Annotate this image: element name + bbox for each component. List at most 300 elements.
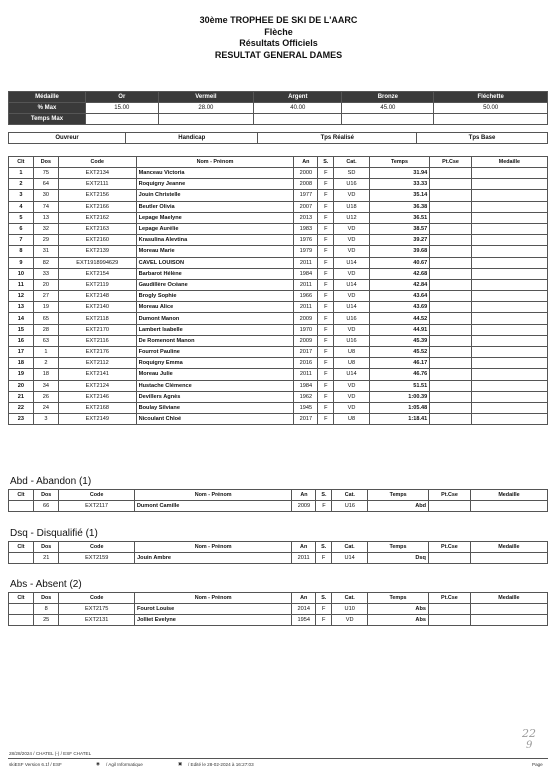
cell-pt [428, 615, 470, 626]
cell-clt: 1 [9, 168, 34, 179]
cell-cat: U16 [334, 313, 369, 324]
cell-s: F [318, 380, 334, 391]
cell-med [471, 402, 547, 413]
cell-dos: 27 [33, 291, 58, 302]
cell-cat: VD [334, 223, 369, 234]
cell-pt [430, 358, 472, 369]
cell-pt [430, 257, 472, 268]
abandon-table [8, 489, 548, 512]
cell-temps: 39.68 [369, 246, 430, 257]
medal-header: Fléchette [434, 92, 548, 103]
cell-an: 1954 [292, 615, 316, 626]
cell-name: Gaudillère Océane [136, 279, 294, 290]
cell-med [471, 313, 547, 324]
cell-pt [428, 553, 470, 564]
cell-temps: 45.52 [369, 347, 430, 358]
cell-temps: 31.94 [369, 168, 430, 179]
cell-pt [430, 380, 472, 391]
cell-s: F [318, 358, 334, 369]
cell-temps: 1:18.41 [369, 414, 430, 425]
cell-name: Roquigny Emma [136, 358, 294, 369]
table-row [9, 235, 548, 246]
cell-temps: 1:05.48 [369, 402, 430, 413]
cell-an: 1983 [294, 223, 318, 234]
footer-version: skiESF Version 6.1f / ESF [9, 762, 62, 767]
cell-pt [430, 335, 472, 346]
cell-s: F [316, 604, 332, 615]
cell-temps: 36.38 [369, 201, 430, 212]
table-row [9, 257, 548, 268]
pct-value: 50.00 [434, 103, 548, 114]
column-header: Cat. [332, 490, 368, 501]
cell-name: Jouin Ambre [135, 553, 292, 564]
table-row [9, 190, 548, 201]
cell-temps: 44.52 [369, 313, 430, 324]
medal-thresholds-table [8, 91, 548, 125]
cell-med [471, 414, 547, 425]
cell-dos: 32 [33, 223, 58, 234]
cell-cat: U16 [332, 501, 368, 512]
cell-cat: VD [334, 268, 369, 279]
cell-name: Lepage Maelyne [136, 212, 294, 223]
cell-med [471, 347, 547, 358]
cell-code: EXT2118 [58, 313, 136, 324]
table-row [9, 391, 548, 402]
table-row [9, 246, 548, 257]
cell-med [471, 168, 547, 179]
cell-cat: VD [334, 391, 369, 402]
column-header: Clt [9, 593, 34, 604]
cell-temps: 33.33 [369, 179, 430, 190]
cell-cat: U8 [334, 414, 369, 425]
cell-clt: 12 [9, 291, 34, 302]
table-row [9, 223, 548, 234]
cell-code: EXT2112 [58, 358, 136, 369]
cell-an: 2009 [294, 313, 318, 324]
cell-dos: 28 [33, 324, 58, 335]
cell-s: F [318, 168, 334, 179]
cell-dos: 65 [33, 313, 58, 324]
column-header: An [292, 542, 316, 553]
cell-dos: 26 [33, 391, 58, 402]
column-header: Pt.Cse [428, 542, 470, 553]
cell-an: 2011 [294, 257, 318, 268]
cell-temps: 38.57 [369, 223, 430, 234]
cell-name: Manceau Victoria [136, 168, 294, 179]
cell-s: F [318, 179, 334, 190]
column-header: An [292, 490, 316, 501]
cell-s: F [318, 212, 334, 223]
cell-an: 2009 [292, 501, 316, 512]
cell-temps: 1:00.39 [369, 391, 430, 402]
temps-max-cell [86, 114, 159, 125]
cell-s: F [318, 246, 334, 257]
cell-clt: 22 [9, 402, 34, 413]
cell-clt: 17 [9, 347, 34, 358]
disqualified-table [8, 541, 548, 564]
cell-pt [430, 347, 472, 358]
cell-temps: 43.69 [369, 302, 430, 313]
cell-clt: 13 [9, 302, 34, 313]
temps-max-cell [158, 114, 254, 125]
column-header: Medaille [470, 542, 547, 553]
cell-temps: Abd [368, 501, 429, 512]
cell-med [471, 369, 547, 380]
table-row [9, 268, 548, 279]
cell-med [471, 223, 547, 234]
cell-code: EXT2162 [58, 212, 136, 223]
abandon-section-title: Abd - Abandon (1) [10, 476, 92, 487]
medal-header: Argent [254, 92, 342, 103]
table-row [9, 313, 548, 324]
cell-an: 1977 [294, 190, 318, 201]
cell-an: 2011 [294, 279, 318, 290]
cell-cat: SD [334, 168, 369, 179]
cell-name: Dumont Camille [134, 501, 292, 512]
table-row [9, 279, 548, 290]
footer-venue: 28/28/2024 / CHATEL (-) / ESF CHATEL [9, 751, 92, 756]
table-row [9, 291, 548, 302]
cell-cat: VD [334, 190, 369, 201]
cell-code: EXT1918994629 [58, 257, 136, 268]
cell-an: 1970 [294, 324, 318, 335]
cell-cat: VD [334, 402, 369, 413]
cell-an: 2008 [294, 179, 318, 190]
cell-an: 2014 [292, 604, 316, 615]
cell-an: 2011 [294, 302, 318, 313]
cell-s: F [318, 347, 334, 358]
cell-med [471, 391, 547, 402]
footer-divider [8, 758, 548, 759]
cell-an: 2016 [294, 358, 318, 369]
cell-clt: 11 [9, 279, 34, 290]
cell-clt: 9 [9, 257, 34, 268]
cell-cat: VD [334, 324, 369, 335]
cell-code: EXT2149 [58, 414, 136, 425]
absent-section-title: Abs - Absent (2) [10, 579, 82, 590]
cell-pt [430, 190, 472, 201]
cell-code: EXT2175 [59, 604, 135, 615]
cell-clt: 3 [9, 190, 34, 201]
cell-s: F [318, 291, 334, 302]
cell-an: 2000 [294, 168, 318, 179]
medal-header: Bronze [342, 92, 434, 103]
column-header: Code [58, 157, 136, 168]
cell-name: Brogly Sophie [136, 291, 294, 302]
cell-cat: U8 [334, 347, 369, 358]
cell-pt [430, 201, 472, 212]
cell-name: Krasulina Alevtina [136, 235, 294, 246]
cell-s: F [318, 324, 334, 335]
cell-code: EXT2111 [58, 179, 136, 190]
cell-name: CAVEL LOUISON [136, 257, 294, 268]
cell-temps: 44.91 [369, 324, 430, 335]
event-discipline: Flèche [264, 26, 293, 37]
cell-med [470, 615, 547, 626]
cell-pt [430, 369, 472, 380]
cell-dos: 63 [33, 335, 58, 346]
cell-dos: 66 [33, 501, 58, 512]
cell-clt: 5 [9, 212, 34, 223]
column-header: Dos [33, 157, 58, 168]
handwritten-note: 9 [526, 740, 533, 751]
cell-s: F [318, 190, 334, 201]
cell-code: EXT2124 [58, 380, 136, 391]
cell-cat: VD [334, 235, 369, 246]
cell-med [471, 324, 547, 335]
cell-an: 1976 [294, 235, 318, 246]
cell-name: Jouin Christelle [136, 190, 294, 201]
cell-cat: VD [332, 615, 368, 626]
cell-an: 2009 [294, 335, 318, 346]
column-header: An [292, 593, 316, 604]
cell-code: EXT2160 [58, 235, 136, 246]
cell-an: 2011 [292, 553, 316, 564]
cell-cat: VD [334, 291, 369, 302]
cell-s: F [318, 223, 334, 234]
cell-dos: 3 [33, 414, 58, 425]
column-header: Medaille [470, 490, 547, 501]
pct-value: 45.00 [342, 103, 434, 114]
column-header: Code [59, 593, 135, 604]
cell-dos: 1 [33, 347, 58, 358]
cell-cat: U14 [334, 369, 369, 380]
table-row [9, 553, 548, 564]
cell-code: EXT2146 [58, 391, 136, 402]
cell-s: F [318, 235, 334, 246]
cell-pt [430, 212, 472, 223]
results-category: RESULTAT GENERAL DAMES [214, 49, 343, 60]
cell-clt [9, 501, 34, 512]
table-row [9, 501, 548, 512]
cell-s: F [318, 402, 334, 413]
cell-cat: U10 [332, 604, 368, 615]
cell-name: Dumont Manon [136, 313, 294, 324]
cell-pt [430, 246, 472, 257]
cell-dos: 20 [33, 279, 58, 290]
cell-name: Roquigny Jeanne [136, 179, 294, 190]
cell-code: EXT2166 [58, 201, 136, 212]
cell-dos: 64 [33, 179, 58, 190]
cell-s: F [318, 313, 334, 324]
table-row [9, 369, 548, 380]
temps-max-cell [342, 114, 434, 125]
cell-s: F [318, 391, 334, 402]
column-header: S. [318, 157, 334, 168]
cell-temps: Abs [368, 615, 429, 626]
cell-dos: 75 [33, 168, 58, 179]
cell-cat: U14 [334, 257, 369, 268]
cell-clt: 16 [9, 335, 34, 346]
column-header: Nom - Prénom [136, 157, 294, 168]
cell-med [471, 380, 547, 391]
table-row [9, 335, 548, 346]
cell-name: Fourot Louise [134, 604, 291, 615]
cell-cat: U14 [334, 279, 369, 290]
cell-dos: 2 [33, 358, 58, 369]
column-header: S. [316, 490, 332, 501]
cell-dos: 30 [33, 190, 58, 201]
cell-cat: VD [334, 380, 369, 391]
table-row [9, 201, 548, 212]
temps-max-cell [254, 114, 342, 125]
cell-temps: Dsq [367, 553, 428, 564]
cell-med [471, 246, 547, 257]
cell-code: EXT2116 [58, 335, 136, 346]
cell-an: 2017 [294, 414, 318, 425]
absent-table [8, 592, 548, 626]
time-type-bar [8, 132, 548, 144]
cell-name: Boulay Silviane [136, 402, 294, 413]
cell-clt [9, 553, 34, 564]
cell-med [471, 257, 547, 268]
cell-name: Fourrot Pauline [136, 347, 294, 358]
cell-med [471, 235, 547, 246]
cell-med [471, 201, 547, 212]
cell-pt [428, 604, 470, 615]
cell-med [470, 604, 547, 615]
footer-page: Page [532, 762, 543, 767]
cell-name: Lambert Isabelle [136, 324, 294, 335]
cell-med [471, 190, 547, 201]
cell-clt [9, 615, 34, 626]
column-header: Medaille [471, 157, 547, 168]
column-header: Cat. [334, 157, 369, 168]
cell-temps: 42.68 [369, 268, 430, 279]
cell-code: EXT2176 [58, 347, 136, 358]
cell-name: Moreau Julie [136, 369, 294, 380]
tps-base-label: Tps Base [417, 133, 548, 144]
medal-header: Médaille [9, 92, 86, 103]
cell-pt [430, 302, 472, 313]
cell-code: EXT2141 [58, 369, 136, 380]
table-row [9, 347, 548, 358]
disqualified-section-title: Dsq - Disqualifié (1) [10, 528, 98, 539]
cell-name: Beutler Olivia [136, 201, 294, 212]
cell-code: EXT2134 [58, 168, 136, 179]
cell-clt: 20 [9, 380, 34, 391]
cell-name: Nicoulant Chloé [136, 414, 294, 425]
column-header: Dos [33, 490, 58, 501]
results-status: Résultats Officiels [239, 38, 318, 48]
cell-med [471, 279, 547, 290]
cell-clt: 10 [9, 268, 34, 279]
cell-an: 1984 [294, 380, 318, 391]
cell-pt [430, 268, 472, 279]
cell-pt [430, 414, 472, 425]
cell-temps: 45.39 [369, 335, 430, 346]
table-row [9, 302, 548, 313]
cell-an: 1945 [294, 402, 318, 413]
column-header: Cat. [332, 542, 368, 553]
ouvreur-label: Ouvreur [9, 133, 126, 144]
cell-dos: 21 [34, 553, 59, 564]
column-header: Cat. [332, 593, 368, 604]
table-row [9, 402, 548, 413]
cell-clt: 8 [9, 246, 34, 257]
cell-s: F [318, 201, 334, 212]
pct-value: 15.00 [86, 103, 159, 114]
cell-name: Lepage Aurélie [136, 223, 294, 234]
cell-dos: 29 [33, 235, 58, 246]
handicap-label: Handicap [126, 133, 258, 144]
cell-dos: 18 [33, 369, 58, 380]
cell-s: F [318, 257, 334, 268]
table-row [9, 358, 548, 369]
cell-an: 2017 [294, 347, 318, 358]
cell-an: 1979 [294, 246, 318, 257]
column-header: Pt.Cse [428, 593, 470, 604]
cell-clt: 7 [9, 235, 34, 246]
cell-s: F [318, 414, 334, 425]
cell-name: De Romenont Manon [136, 335, 294, 346]
pct-max-label: % Max [9, 103, 86, 114]
tps-realise-label: Tps Réalisé [258, 133, 417, 144]
cell-temps: 43.64 [369, 291, 430, 302]
cell-clt: 14 [9, 313, 34, 324]
cell-code: EXT2163 [58, 223, 136, 234]
medal-header: Or [86, 92, 159, 103]
cell-s: F [316, 501, 332, 512]
pct-value: 28.00 [158, 103, 254, 114]
cell-dos: 31 [33, 246, 58, 257]
cell-pt [430, 223, 472, 234]
column-header: Dos [33, 593, 58, 604]
cell-pt [430, 391, 472, 402]
cell-temps: 51.51 [369, 380, 430, 391]
cell-temps: 40.67 [369, 257, 430, 268]
event-title: 30ème TROPHEE DE SKI DE L'AARC [199, 15, 358, 25]
cell-cat: U16 [334, 179, 369, 190]
table-row [9, 168, 548, 179]
cell-dos: 33 [33, 268, 58, 279]
cell-dos: 82 [33, 257, 58, 268]
cell-s: F [316, 553, 332, 564]
cell-temps: 35.14 [369, 190, 430, 201]
column-header: Nom - Prénom [134, 490, 292, 501]
table-row [9, 615, 548, 626]
column-header: Temps [369, 157, 430, 168]
cell-pt [429, 501, 471, 512]
column-header: Code [59, 542, 135, 553]
cell-clt [9, 604, 34, 615]
cell-s: F [318, 279, 334, 290]
cell-s: F [316, 615, 332, 626]
column-header: S. [316, 542, 332, 553]
cell-pt [430, 279, 472, 290]
cell-dos: 25 [33, 615, 58, 626]
cell-dos: 19 [33, 302, 58, 313]
temps-max-cell [434, 114, 548, 125]
table-row [9, 604, 548, 615]
cell-code: EXT2159 [59, 553, 135, 564]
cell-code: EXT2139 [58, 246, 136, 257]
cell-dos: 13 [33, 212, 58, 223]
cell-s: F [318, 302, 334, 313]
column-header: Code [59, 490, 134, 501]
cell-name: Devillers Agnès [136, 391, 294, 402]
column-header: Nom - Prénom [135, 542, 292, 553]
cell-temps: 36.51 [369, 212, 430, 223]
cell-an: 2011 [294, 369, 318, 380]
cell-s: F [318, 335, 334, 346]
cell-med [470, 553, 547, 564]
cell-med [471, 291, 547, 302]
cell-pt [430, 402, 472, 413]
column-header: Clt [9, 542, 34, 553]
cell-code: EXT2170 [58, 324, 136, 335]
cell-cat: U8 [334, 358, 369, 369]
